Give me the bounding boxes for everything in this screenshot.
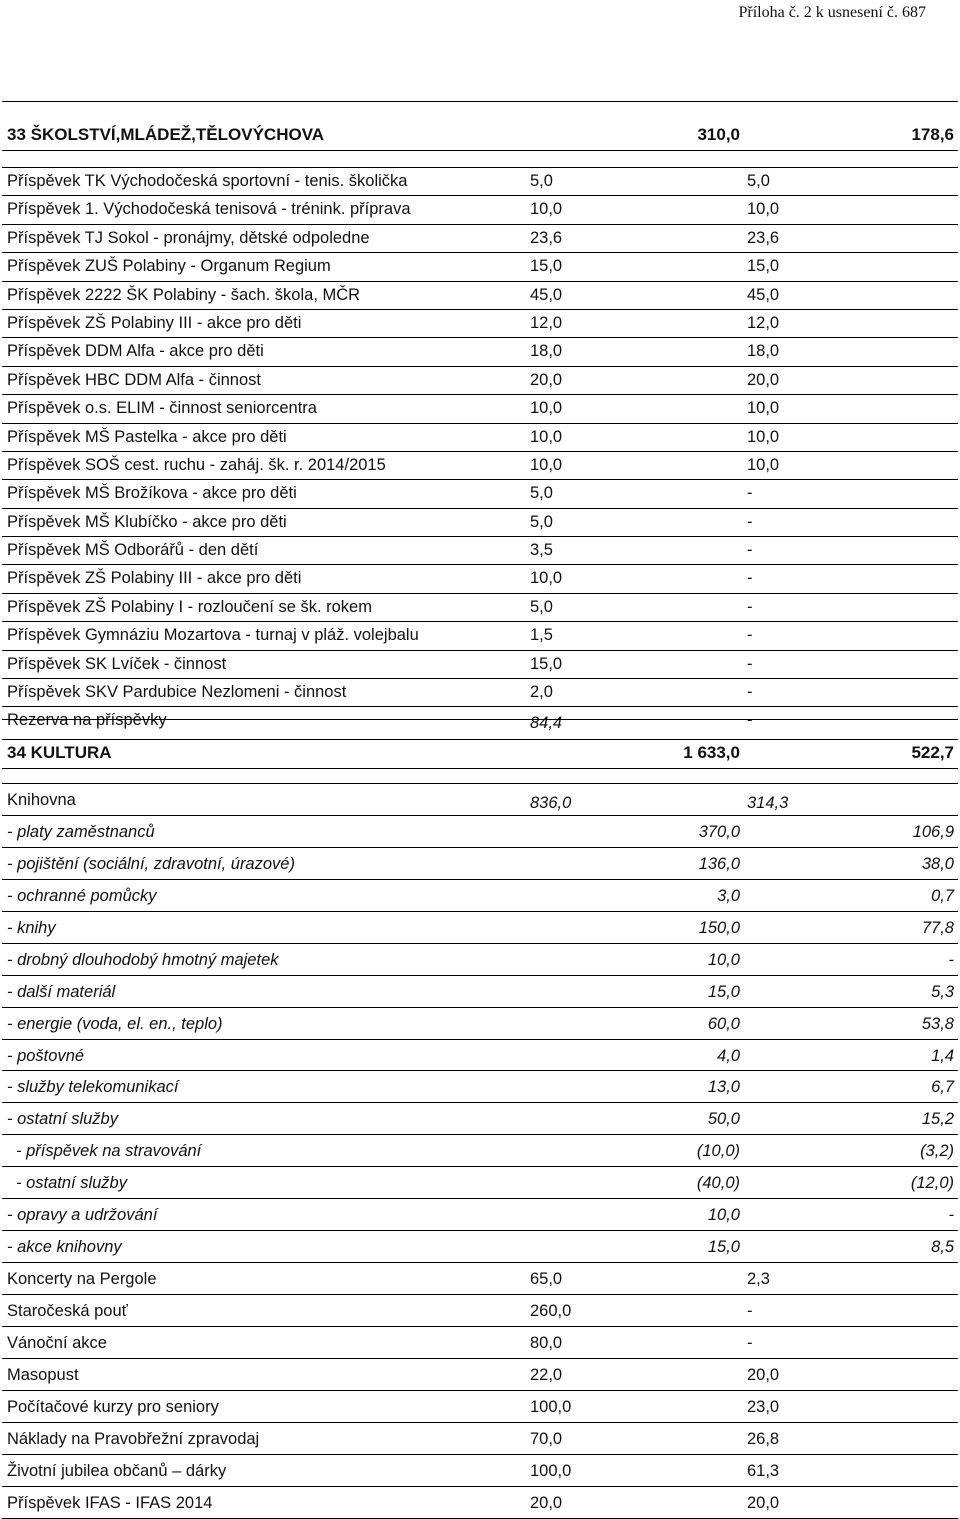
- section-33: [2, 101, 958, 740]
- section-33-header: [2, 101, 958, 151]
- table-row: [2, 395, 958, 423]
- section-33-rows: [2, 167, 958, 740]
- row-value2: 10,0: [747, 427, 780, 446]
- library-item-value2: 6,7: [931, 1078, 954, 1097]
- library-value2: 314,3: [747, 794, 789, 812]
- library-item-label: - akce knihovny: [7, 1238, 122, 1257]
- table-row: [2, 338, 958, 366]
- row-value2: 5,0: [747, 172, 770, 190]
- library-label: Knihovna: [7, 791, 76, 809]
- section-34: [2, 719, 958, 1519]
- row-value2: -: [747, 626, 753, 645]
- event-value2: 2,3: [747, 1270, 770, 1289]
- row-value1: 5,0: [530, 512, 553, 531]
- table-row: [2, 565, 958, 593]
- event-label: Masopust: [7, 1365, 79, 1384]
- table-row: [2, 480, 958, 508]
- event-label: Náklady na Pravobřežní zpravodaj: [7, 1429, 260, 1448]
- library-item-value1: 15,0: [707, 982, 740, 1001]
- section-34-title: 34 KULTURA: [7, 743, 112, 762]
- library-item-row: [2, 1135, 958, 1167]
- table-row: [2, 537, 958, 565]
- event-value1: 260,0: [530, 1302, 572, 1320]
- section-33-title: 33 ŠKOLSTVÍ,MLÁDEŽ,TĚLOVÝCHOVA: [7, 125, 325, 144]
- row-value1: 5,0: [530, 172, 553, 190]
- table-row: [2, 679, 958, 707]
- row-value1: 10,0: [530, 455, 563, 474]
- header-note: Příloha č. 2 k usnesení č. 687: [738, 4, 926, 21]
- library-item-value1: 150,0: [698, 918, 740, 937]
- row-value1: 10,0: [530, 399, 563, 418]
- event-value2: -: [747, 1302, 753, 1320]
- row-label: Příspěvek MŠ Odborářů - den dětí: [7, 541, 259, 560]
- library-row: [2, 784, 958, 816]
- event-value2: 20,0: [747, 1365, 780, 1384]
- row-label: Příspěvek o.s. ELIM - činnost seniorcentra: [7, 399, 317, 418]
- row-value2: 45,0: [747, 285, 780, 304]
- library-item-label: - drobný dlouhodobý hmotný majetek: [7, 950, 279, 969]
- row-label: Příspěvek ZŠ Polabiny I - rozloučení se šk. rokem: [7, 597, 372, 616]
- library-item-row: [2, 1071, 958, 1103]
- library-item-label: - opravy a udržování: [7, 1206, 158, 1225]
- row-label: Příspěvek TJ Sokol - pronájmy, dětské odpoledne: [7, 228, 370, 247]
- row-value1: 18,0: [530, 342, 563, 361]
- library-item-row: [2, 816, 958, 848]
- row-value1: 5,0: [530, 484, 553, 503]
- table-row: [2, 424, 958, 452]
- row-label: Příspěvek ZUŠ Polabiny - Organum Regium: [7, 257, 331, 276]
- table-row: [2, 225, 958, 253]
- event-value1: 65,0: [530, 1270, 563, 1289]
- table-row: [2, 367, 958, 395]
- row-label: Příspěvek ZŠ Polabiny III - akce pro děti: [7, 313, 302, 332]
- event-value1: 80,0: [530, 1333, 563, 1352]
- row-value1: 12,0: [530, 313, 563, 332]
- library-item-value1: (10,0): [696, 1142, 740, 1161]
- event-value1: 20,0: [530, 1493, 563, 1512]
- event-row: [2, 1359, 958, 1391]
- event-value2: 61,3: [747, 1461, 780, 1480]
- table-row: [2, 310, 958, 338]
- table-row: [2, 509, 958, 537]
- reserve-label: Rezerva na příspěvky: [7, 711, 167, 730]
- row-value1: 23,6: [530, 228, 563, 247]
- library-item-value2: 5,3: [931, 982, 954, 1001]
- event-value2: -: [747, 1333, 753, 1352]
- row-value1: 15,0: [530, 257, 563, 276]
- library-item-value1: 15,0: [707, 1238, 740, 1257]
- library-item-value2: 8,5: [931, 1238, 954, 1257]
- library-item-row: [2, 880, 958, 912]
- event-label: Počítačové kurzy pro seniory: [7, 1397, 219, 1416]
- row-value2: -: [747, 597, 753, 616]
- event-value1: 100,0: [530, 1397, 572, 1416]
- library-item-value1: 10,0: [707, 1206, 740, 1225]
- library-item-value1: 136,0: [698, 854, 740, 873]
- row-value1: 10,0: [530, 427, 563, 446]
- library-item-value2: -: [948, 950, 954, 969]
- library-item-value2: (12,0): [910, 1174, 954, 1193]
- library-item-row: [2, 1103, 958, 1135]
- row-value2: -: [747, 484, 753, 503]
- event-value1: 22,0: [530, 1365, 563, 1384]
- library-item-value1: 60,0: [707, 1014, 740, 1033]
- event-row: [2, 1423, 958, 1455]
- library-item-value2: 38,0: [921, 854, 954, 873]
- event-row: [2, 1295, 958, 1327]
- event-label: Vánoční akce: [7, 1333, 107, 1352]
- library-item-row: [2, 1040, 958, 1072]
- event-label: Životní jubilea občanů – dárky: [7, 1461, 227, 1480]
- library-item-label: - pojištění (sociální, zdravotní, úrazové): [7, 854, 295, 873]
- row-value2: 20,0: [747, 370, 780, 389]
- event-row: [2, 1391, 958, 1423]
- library-item-label: - knihy: [7, 918, 56, 937]
- library-item-label: - platy zaměstnanců: [7, 822, 155, 841]
- library-item-row: [2, 848, 958, 880]
- row-value2: 12,0: [747, 313, 780, 332]
- library-item-value1: 370,0: [698, 822, 740, 841]
- event-value2: 23,0: [747, 1397, 780, 1416]
- row-label: Příspěvek 2222 ŠK Polabiny - šach. škola, MČR: [7, 285, 361, 304]
- row-value1: 15,0: [530, 654, 563, 673]
- library-item-value1: (40,0): [696, 1174, 740, 1193]
- section-33-value2: 178,6: [911, 125, 954, 144]
- row-label: Příspěvek ZŠ Polabiny III - akce pro děti: [7, 569, 302, 588]
- row-label: Příspěvek MŠ Klubíčko - akce pro děti: [7, 512, 287, 531]
- event-row: [2, 1487, 958, 1519]
- row-label: Příspěvek HBC DDM Alfa - činnost: [7, 370, 261, 389]
- library-item-value1: 13,0: [707, 1078, 740, 1097]
- library-item-value2: -: [948, 1206, 954, 1225]
- library-item-label: - energie (voda, el. en., teplo): [7, 1014, 223, 1033]
- row-label: Příspěvek 1. Východočeská tenisová - trénink. příprava: [7, 200, 411, 219]
- row-value2: 10,0: [747, 200, 780, 219]
- library-item-value2: 106,9: [912, 822, 954, 841]
- row-label: Příspěvek DDM Alfa - akce pro děti: [7, 342, 264, 361]
- event-row: [2, 1327, 958, 1359]
- reserve-value1: 84,4: [530, 714, 563, 733]
- row-label: Příspěvek SK Lvíček - činnost: [7, 654, 227, 673]
- row-value2: 10,0: [747, 399, 780, 418]
- library-item-value1: 50,0: [707, 1110, 740, 1129]
- library-item-value1: 4,0: [717, 1046, 740, 1065]
- table-row: [2, 622, 958, 650]
- row-value2: -: [747, 541, 753, 560]
- library-item-row: [2, 1231, 958, 1263]
- row-label: Příspěvek SOŠ cest. ruchu - zaháj. šk. r. 2014/2015: [7, 455, 386, 474]
- table-row: [2, 282, 958, 310]
- library-value1: 836,0: [530, 794, 572, 812]
- row-value1: 5,0: [530, 597, 553, 616]
- event-value1: 70,0: [530, 1429, 563, 1448]
- library-item-value2: 77,8: [921, 918, 954, 937]
- library-item-label: - příspěvek na stravování: [16, 1142, 202, 1161]
- section-33-value1: 310,0: [697, 125, 740, 144]
- row-label: Příspěvek SKV Pardubice Nezlomeni - činnost: [7, 683, 347, 702]
- event-label: Staročeská pouť: [7, 1302, 128, 1320]
- library-item-value2: 0,7: [931, 886, 954, 905]
- library-item-row: [2, 1167, 958, 1199]
- row-value1: 10,0: [530, 200, 563, 219]
- section-34-rows: [2, 783, 958, 1519]
- library-item-value2: 1,4: [931, 1046, 954, 1065]
- library-item-row: [2, 912, 958, 944]
- library-item-row: [2, 944, 958, 976]
- table-row: [2, 651, 958, 679]
- row-value2: 23,6: [747, 228, 780, 247]
- row-value2: 15,0: [747, 257, 780, 276]
- table-row: [2, 452, 958, 480]
- table-row: [2, 594, 958, 622]
- library-item-row: [2, 976, 958, 1008]
- row-value1: 1,5: [530, 626, 553, 645]
- row-value1: 2,0: [530, 683, 553, 702]
- table-row: [2, 196, 958, 224]
- row-value2: -: [747, 654, 753, 673]
- event-label: Koncerty na Pergole: [7, 1270, 157, 1289]
- row-value2: 18,0: [747, 342, 780, 361]
- section-34-value2: 522,7: [911, 743, 954, 762]
- library-item-value1: 10,0: [707, 950, 740, 969]
- table-row: [2, 253, 958, 281]
- library-item-label: - poštovné: [7, 1046, 85, 1065]
- library-item-label: - ostatní služby: [16, 1174, 127, 1193]
- library-item-row: [2, 1008, 958, 1040]
- event-value2: 26,8: [747, 1429, 780, 1448]
- row-value1: 3,5: [530, 541, 553, 560]
- row-label: Příspěvek MŠ Brožíkova - akce pro děti: [7, 484, 297, 503]
- library-item-value2: 53,8: [921, 1014, 954, 1033]
- library-item-row: [2, 1199, 958, 1231]
- row-value2: -: [747, 512, 753, 531]
- section-34-value1: 1 633,0: [683, 743, 740, 762]
- row-value2: -: [747, 683, 753, 702]
- section-34-header: [2, 719, 958, 769]
- row-label: Příspěvek Gymnáziu Mozartova - turnaj v pláž. volejbalu: [7, 626, 419, 645]
- event-value2: 20,0: [747, 1493, 780, 1512]
- row-value2: 10,0: [747, 455, 780, 474]
- row-value2: -: [747, 569, 753, 588]
- event-label: Příspěvek IFAS - IFAS 2014: [7, 1493, 213, 1512]
- row-label: Příspěvek MŠ Pastelka - akce pro děti: [7, 427, 287, 446]
- row-value1: 20,0: [530, 370, 563, 389]
- row-value1: 45,0: [530, 285, 563, 304]
- table-row: [2, 168, 958, 196]
- event-row: [2, 1263, 958, 1295]
- event-value1: 100,0: [530, 1461, 572, 1480]
- library-item-value2: 15,2: [921, 1110, 954, 1129]
- row-value1: 10,0: [530, 569, 563, 588]
- row-label: Příspěvek TK Východočeská sportovní - tenis. školička: [7, 172, 408, 190]
- library-item-label: - ostatní služby: [7, 1110, 118, 1129]
- library-item-label: - služby telekomunikací: [7, 1078, 179, 1097]
- reserve-value2: -: [747, 711, 753, 730]
- library-item-label: - ochranné pomůcky: [7, 886, 157, 905]
- event-row: [2, 1455, 958, 1487]
- library-item-value2: (3,2): [920, 1142, 954, 1161]
- library-item-value1: 3,0: [717, 886, 740, 905]
- library-item-label: - další materiál: [7, 982, 116, 1001]
